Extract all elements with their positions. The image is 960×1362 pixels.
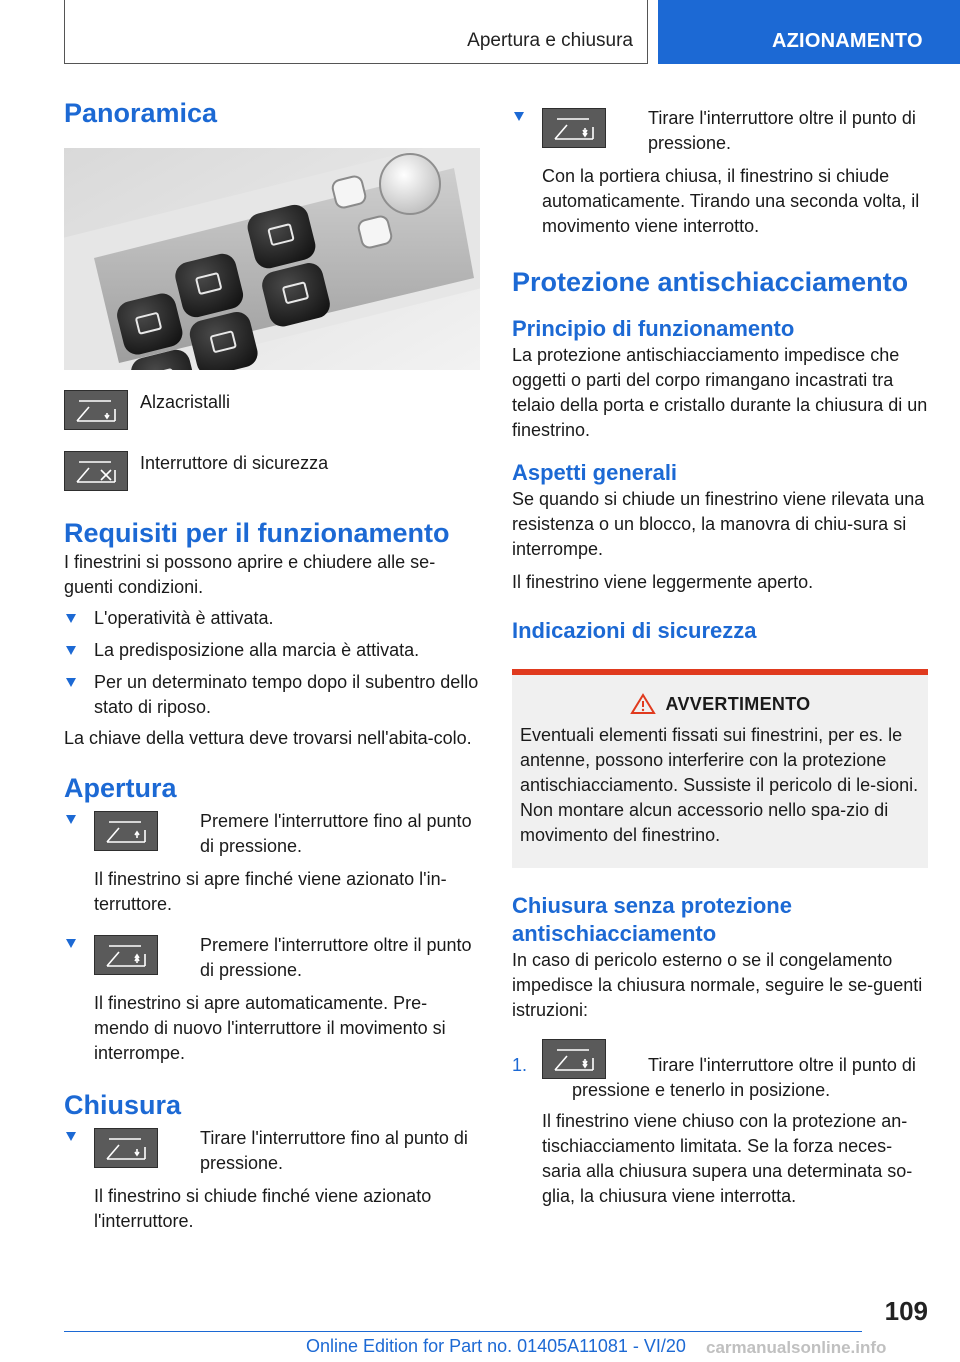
legend-label-window-switch: Alzacristalli	[140, 392, 231, 412]
window-switch-icon	[94, 1128, 158, 1168]
safety-switch-icon	[64, 451, 128, 491]
list-item: Premere l'interruttore fino al punto di pressione.	[64, 809, 480, 865]
list-item: Premere l'interruttore oltre il punto di pressione.	[64, 933, 480, 989]
edition-text: Online Edition for Part no. 01405A11081 - VI/20	[306, 1336, 686, 1356]
warning-title: AVVERTIMENTO	[520, 693, 920, 715]
warning-box	[512, 669, 928, 868]
req-intro: I finestrini si possono aprire e chiudere alle se-guenti condizioni.	[64, 552, 436, 597]
req-note: La chiave della vettura deve trovarsi nell'abita-colo.	[64, 728, 472, 748]
section-title: Apertura e chiusura	[467, 30, 633, 51]
step-desc: Il finestrino viene chiuso con la protezione an-tischiacciamento limitata. Se la forza neces-saria alla chiusura supera una determinata so-glia, la chiusura viene interrotta.	[542, 1111, 913, 1207]
heading-sicurezza: Indicazioni di sicurezza	[512, 618, 757, 643]
list-item: 1. Tirare l'interruttore oltre il punto di pressione e tenerlo in posizione.	[512, 1043, 928, 1103]
window-switch-icon	[64, 390, 128, 430]
window-switch-photo	[64, 148, 480, 370]
apertura-desc-2: Il finestrino si apre automaticamente. Pre-mendo di nuovo l'interruttore il movimento si interrompe.	[94, 993, 446, 1063]
heading-apertura: Apertura	[64, 773, 177, 803]
header-section-box	[64, 0, 648, 64]
legend-label-safety-switch: Interruttore di sicurezza	[140, 453, 329, 473]
window-switch-icon	[94, 811, 158, 851]
warning-text: Eventuali elementi fissati sui finestrini, per es. le antenne, possono interferire con la protezione antischiacciamento. Sussiste il pericolo di le-sioni. Non montare alcun accessorio nello spa-zio di movimento del finestrino.	[520, 725, 919, 846]
list-item: L'operatività è attivata.	[64, 606, 480, 631]
chiusura-desc-2: Con la portiera chiusa, il finestrino si chiude automaticamente. Tirando una seconda volta, il movimento viene interrotto.	[542, 166, 920, 236]
chapter-title: AZIONAMENTO	[772, 30, 923, 52]
heading-requisiti: Requisiti per il funzionamento	[64, 518, 450, 548]
warning-triangle-icon	[630, 693, 656, 715]
heading-senza-protezione: Chiusura senza protezione antischiacciamento	[512, 893, 792, 947]
watermark: carmanualsonline.info	[706, 1338, 887, 1357]
legend-row-safety-switch	[64, 451, 480, 512]
aspetti-text-1: Se quando si chiude un finestrino viene rilevata una resistenza o un blocco, la manovra di chiu-sura si interrompe.	[512, 489, 925, 559]
page-number: 109	[884, 1296, 928, 1326]
principio-text: La protezione antischiacciamento impedisce che oggetti o parti del corpo rimangano incastrati tra telaio della porta e cristallo durante la chiusura di un finestrino.	[512, 345, 928, 440]
list-item: Tirare l'interruttore oltre il punto di pressione.	[512, 106, 928, 162]
apertura-desc-1: Il finestrino si apre finché viene azionato l'in-terruttore.	[94, 869, 447, 914]
aspetti-text-2: Il finestrino viene leggermente aperto.	[512, 572, 814, 592]
header-chapter-box	[658, 0, 960, 64]
footer-divider	[64, 1331, 862, 1332]
left-column	[64, 96, 480, 1234]
heading-principio: Principio di funzionamento	[512, 316, 795, 341]
window-switch-icon	[542, 1039, 606, 1079]
list-item: Tirare l'interruttore fino al punto di pressione.	[64, 1126, 480, 1182]
senza-intro: In caso di pericolo esterno o se il congelamento impedisce la chiusura normale, seguire le se-guenti istruzioni:	[512, 950, 923, 1021]
step-number: 1.	[512, 1055, 528, 1076]
legend-row-window-switch	[64, 390, 480, 451]
chiusura-desc-1: Il finestrino si chiude finché viene azionato l'interruttore.	[94, 1186, 432, 1231]
window-switch-icon	[94, 935, 158, 975]
list-item: La predisposizione alla marcia è attivata.	[64, 638, 480, 663]
heading-protezione: Protezione antischiacciamento	[512, 267, 909, 297]
list-item: Per un determinato tempo dopo il subentro dello stato di riposo.	[64, 670, 480, 720]
right-column	[512, 106, 928, 1209]
window-switch-icon	[542, 108, 606, 148]
heading-aspetti: Aspetti generali	[512, 460, 678, 485]
heading-panoramica: Panoramica	[64, 98, 218, 128]
heading-chiusura: Chiusura	[64, 1090, 182, 1120]
